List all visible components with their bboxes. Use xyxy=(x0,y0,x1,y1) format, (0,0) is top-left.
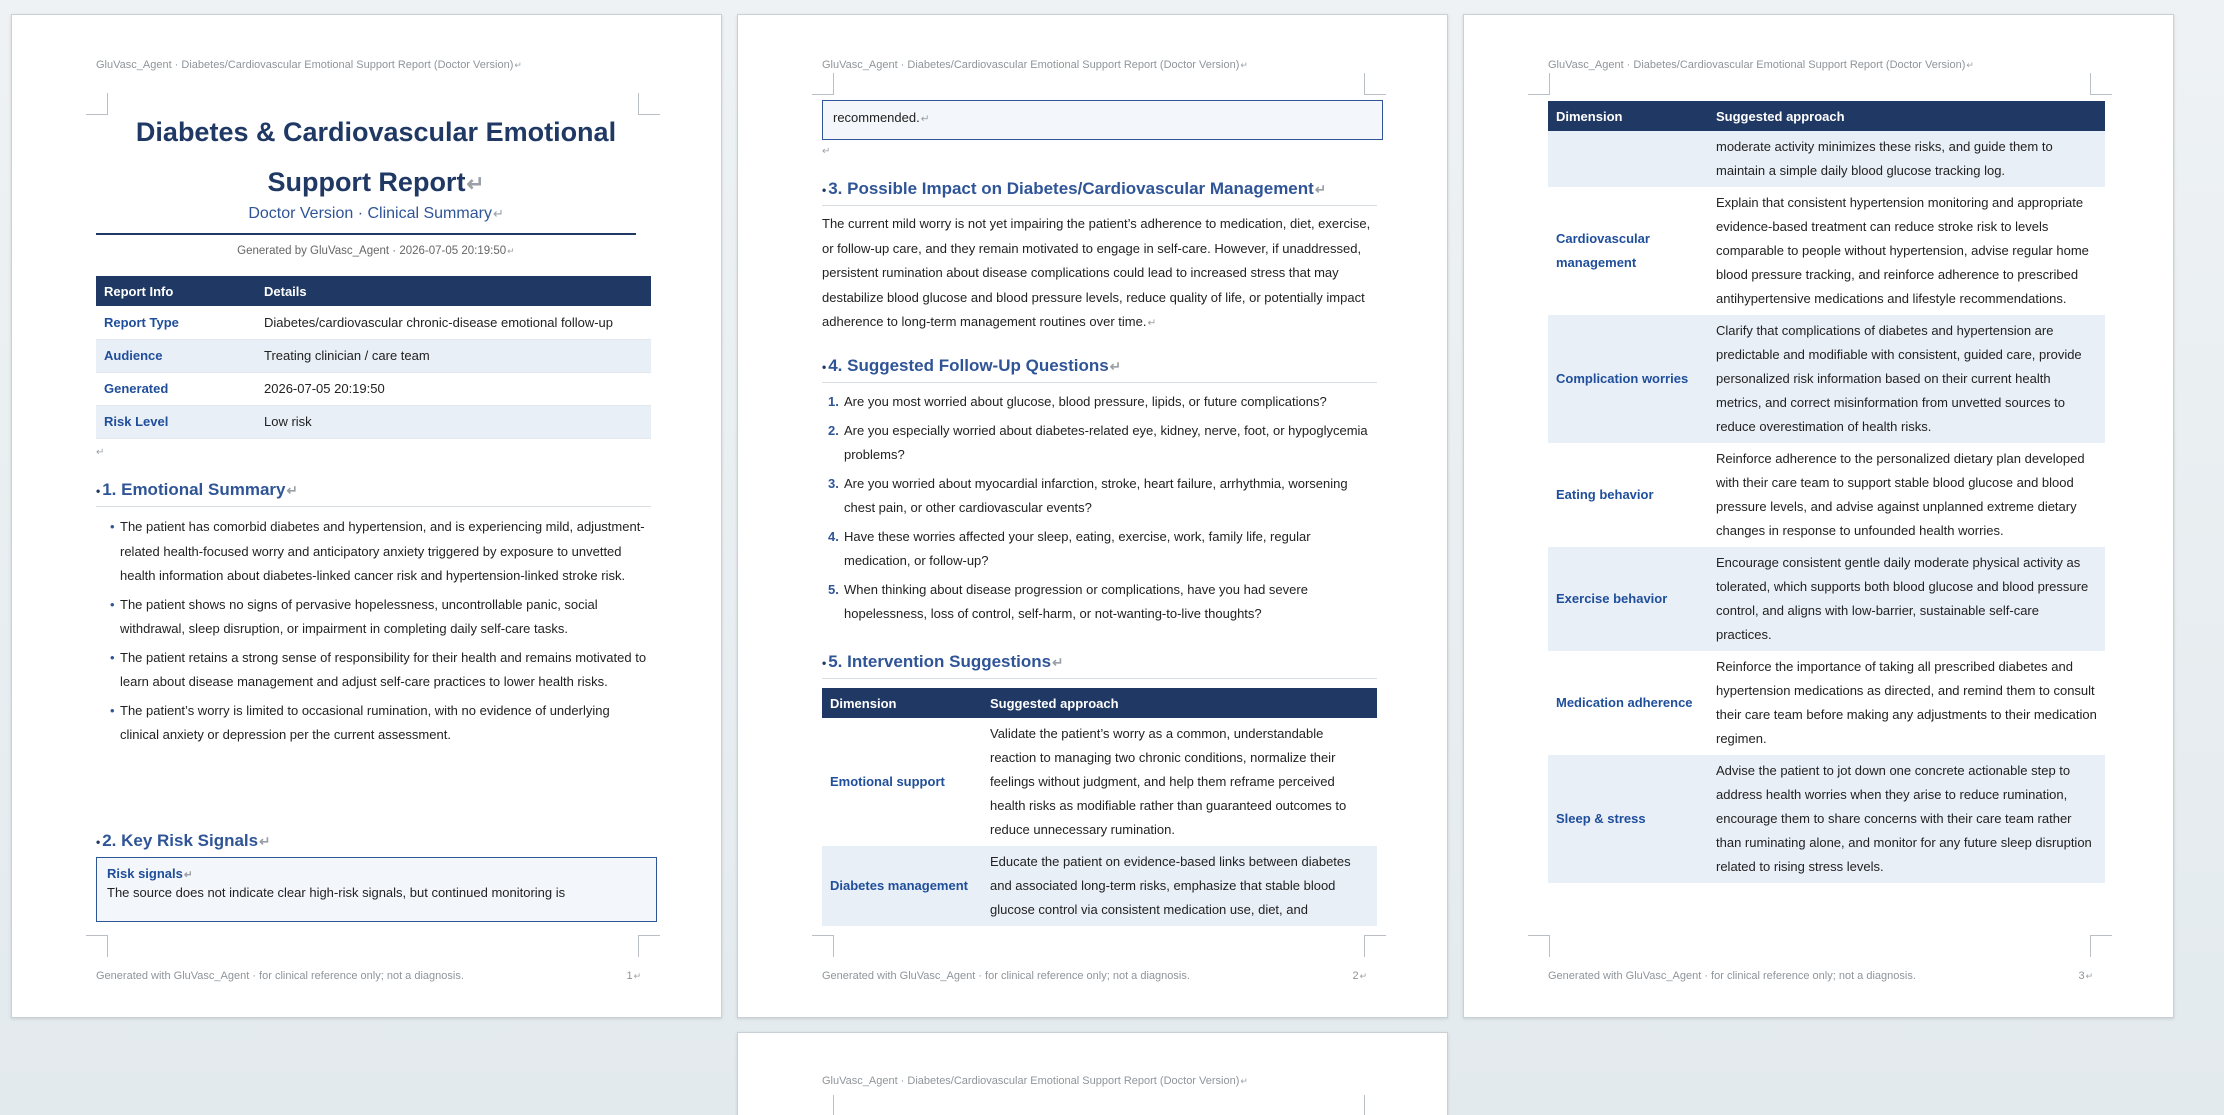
intervention-table xyxy=(822,688,1377,926)
risk-signals-box-continued: recommended.↵ xyxy=(822,100,1383,140)
section-rule xyxy=(822,382,1377,383)
emotional-summary-list xyxy=(104,515,649,752)
table-key-cell: Cardiovascular management xyxy=(1556,231,1650,270)
follow-up-questions-list xyxy=(822,390,1377,631)
risk-signals-text: The source does not indicate clear high-risk signals, but continued monitoring is xyxy=(107,885,566,900)
table-key-cell: Diabetes management xyxy=(822,846,982,926)
list-item: 2. Are you especially worried about diabetes-related eye, kidney, nerve, foot, or hypoglycemia problems? xyxy=(828,422,1368,462)
table-row xyxy=(822,718,1377,846)
table-header-row xyxy=(822,688,1377,718)
list-item: • The patient’s worry is limited to occasional rumination, with no evidence of underlying clinical anxiety or depression per the current assessment. xyxy=(104,699,649,748)
table-value-cell: Advise the patient to jot down one concrete actionable step to address health worries when they arise to reduce rumination, encourage them to share concerns with their care team rather than ruminating alone, and monitor for any future sleep disruption related to rising stress levels. xyxy=(1708,755,2105,883)
crop-mark xyxy=(2090,935,2112,957)
crop-mark xyxy=(638,935,660,957)
page-header: GluVasc_Agent · Diabetes/Cardiovascular Emotional Support Report (Doctor Version)↵ xyxy=(96,59,522,71)
page-header: GluVasc_Agent · Diabetes/Cardiovascular Emotional Support Report (Doctor Version)↵ xyxy=(822,59,1248,71)
section-heading-possible-impact: • 3. Possible Impact on Diabetes/Cardiovascular Management↵ xyxy=(822,179,1327,198)
table-key-cell: Complication worries xyxy=(1548,315,1708,443)
table-value-cell: Diabetes/cardiovascular chronic-disease emotional follow-up xyxy=(256,306,651,339)
table-value-cell: Treating clinician / care team xyxy=(256,339,651,372)
table-value-cell: Reinforce adherence to the personalized dietary plan developed with their care team to support stable blood glucose and blood pressure levels, and advise against unplanned extreme dietary changes in response to unfounded health worries. xyxy=(1716,451,2085,538)
list-item: • The patient shows no signs of pervasive hopelessness, uncontrollable panic, social withdrawal, sleep disruption, or impairment in completing daily self-care tasks. xyxy=(104,593,649,642)
table-header-row xyxy=(1548,101,2105,131)
table-value-cell: Educate the patient on evidence-based links between diabetes and associated long-term risks, emphasize that stable blood glucose control via consistent medication use, diet, and xyxy=(982,846,1377,926)
section-heading-intervention-suggestions: • 5. Intervention Suggestions↵ xyxy=(822,652,1064,671)
crop-mark xyxy=(812,73,834,95)
crop-mark xyxy=(812,1095,834,1115)
risk-signals-title: Risk signals↵ xyxy=(107,866,193,881)
list-item: 5. When thinking about disease progression or complications, have you had severe hopelessness, loss of control, self-harm, or not-wanting-to-live thoughts? xyxy=(828,581,1308,621)
table-key-cell: Generated xyxy=(96,372,256,405)
paragraph-mark: ↵ xyxy=(96,447,105,458)
table-key-cell: Risk Level xyxy=(96,405,256,438)
table-value-cell: moderate activity minimizes these risks, and guide them to maintain a simple daily blood glucose tracking log. xyxy=(1708,131,2105,187)
page-2 xyxy=(737,14,1448,1018)
table-row xyxy=(822,846,1377,926)
section-rule xyxy=(822,678,1377,679)
table-key-cell: Sleep & stress xyxy=(1548,755,1708,883)
table-key-cell: Medication adherence xyxy=(1556,695,1693,710)
table-value-cell: 2026-07-05 20:19:50 xyxy=(256,372,651,405)
table-row xyxy=(96,339,651,372)
possible-impact-paragraph: The current mild worry is not yet impairing the patient’s adherence to medication, diet, exercise, or follow-up care, and they remain motivated to engage in self-care. However, if unaddressed, persistent rumination about disease complications could lead to increased stress that may destabilize blood glucose and blood pressure levels, reduce quality of life, or potentially impact adherence to long-term management routines over time.↵ xyxy=(822,216,1371,329)
report-info-table xyxy=(96,276,651,439)
table-key-cell: Audience xyxy=(96,339,256,372)
page-footer: Generated with GluVasc_Agent · for clinical reference only; not a diagnosis. xyxy=(1548,970,1916,982)
table-header-cell: Dimension xyxy=(1548,101,1708,131)
section-rule xyxy=(96,506,651,507)
table-header-row xyxy=(96,276,651,306)
page-footer: Generated with GluVasc_Agent · for clinical reference only; not a diagnosis. xyxy=(96,970,464,982)
table-row xyxy=(1548,443,2105,547)
generated-by: Generated by GluVasc_Agent · 2026-07-05 20:19:50↵ xyxy=(237,245,515,257)
list-item: • The patient retains a strong sense of responsibility for their health and remains motivated to learn about disease management and adjust self-care practices to lower health risks. xyxy=(104,646,649,695)
section-rule xyxy=(822,205,1377,206)
crop-mark xyxy=(1528,73,1550,95)
table-value-cell: Explain that consistent hypertension monitoring and appropriate evidence-based treatment can reduce stroke risk to levels comparable to people without hypertension, advise regular home blood pressure tracking, and reinforce adherence to prescribed antihypertensive medications and lifestyle recommendations. xyxy=(1716,195,2089,306)
page-number: 1↵ xyxy=(626,970,641,982)
section-heading-follow-up-questions: • 4. Suggested Follow-Up Questions↵ xyxy=(822,356,1122,375)
list-item: • The patient has comorbid diabetes and hypertension, and is experiencing mild, adjustment-related health-focused worry and anticipatory anxiety triggered by exposure to unvetted health information about diabetes-linked cancer risk and hypertension-linked stroke risk. xyxy=(104,515,649,589)
table-row xyxy=(1548,131,2105,187)
table-value-cell: Encourage consistent gentle daily moderate physical activity as tolerated, which supports both blood glucose and blood pressure control, and aligns with low-barrier, sustainable self-care practices. xyxy=(1708,547,2105,651)
title-line-2: Support Report↵ xyxy=(267,167,485,197)
intervention-table-continued xyxy=(1548,101,2105,883)
list-item: 4. Have these worries affected your sleep, eating, exercise, work, family life, regular medication, or follow-up? xyxy=(828,528,1311,568)
table-key-cell xyxy=(1548,131,1708,187)
crop-mark xyxy=(1364,73,1386,95)
report-title[interactable] xyxy=(96,107,656,209)
table-key-cell: Report Type xyxy=(96,306,256,339)
page-header: GluVasc_Agent · Diabetes/Cardiovascular Emotional Support Report (Doctor Version)↵ xyxy=(1548,59,1974,71)
table-row xyxy=(1548,547,2105,651)
table-value-cell: Validate the patient’s worry as a common, understandable reaction to managing two chronic conditions, normalize their feelings without judgment, and help them reframe perceived health risks as modifiable rather than guaranteed outcomes to reduce unnecessary rumination. xyxy=(990,726,1347,837)
report-subtitle: Doctor Version · Clinical Summary↵ xyxy=(248,205,504,222)
table-value-cell: Clarify that complications of diabetes and hypertension are predictable and modifiable with consistent, guided care, provide personalized risk information based on their current health metrics, and correct misinformation from unvetted sources to reduce overestimation of health risks. xyxy=(1708,315,2105,443)
table-header-cell: Suggested approach xyxy=(1708,101,2105,131)
table-header-cell: Suggested approach xyxy=(982,688,1377,718)
page-header: GluVasc_Agent · Diabetes/Cardiovascular Emotional Support Report (Doctor Version)↵ xyxy=(822,1075,1248,1087)
table-value-cell: Reinforce the importance of taking all prescribed diabetes and hypertension medications as directed, and remind them to consult their care team before making any adjustments to their medication regimen. xyxy=(1716,659,2097,746)
crop-mark xyxy=(1528,935,1550,957)
crop-mark xyxy=(1364,935,1386,957)
table-row xyxy=(96,306,651,339)
table-key-cell: Eating behavior xyxy=(1556,487,1654,502)
page-number: 2↵ xyxy=(1352,970,1367,982)
section-heading-key-risk-signals: • 2. Key Risk Signals↵ xyxy=(96,831,271,850)
crop-mark xyxy=(2090,73,2112,95)
page-number: 3↵ xyxy=(2078,970,2093,982)
table-row xyxy=(1548,315,2105,443)
crop-mark xyxy=(86,935,108,957)
table-row xyxy=(1548,755,2105,883)
page-footer: Generated with GluVasc_Agent · for clinical reference only; not a diagnosis. xyxy=(822,970,1190,982)
table-row xyxy=(96,405,651,438)
list-item: 3. Are you worried about myocardial infarction, stroke, heart failure, arrhythmia, worsening chest pain, or other cardiovascular events? xyxy=(828,475,1348,515)
title-line-1: Diabetes & Cardiovascular Emotional xyxy=(135,117,617,147)
paragraph-mark: ↵ xyxy=(822,146,831,157)
table-row xyxy=(1548,651,2105,755)
table-row xyxy=(1548,187,2105,315)
list-item: 1. Are you most worried about glucose, blood pressure, lipids, or future complications? xyxy=(828,394,1327,409)
table-key-cell: Exercise behavior xyxy=(1548,547,1708,651)
table-value-cell: Low risk xyxy=(256,405,651,438)
page-1 xyxy=(11,14,722,1018)
section-heading-emotional-summary: • 1. Emotional Summary↵ xyxy=(96,480,298,499)
crop-mark xyxy=(812,935,834,957)
table-key-cell: Emotional support xyxy=(830,774,945,789)
risk-signals-box xyxy=(96,857,657,922)
page-4 xyxy=(737,1032,1448,1115)
title-rule xyxy=(96,233,636,235)
table-header-cell: Dimension xyxy=(822,688,982,718)
table-header-cell: Report Info xyxy=(96,276,256,306)
crop-mark xyxy=(1364,1095,1386,1115)
table-header-cell: Details xyxy=(256,276,651,306)
page-3 xyxy=(1463,14,2174,1018)
table-row xyxy=(96,372,651,405)
